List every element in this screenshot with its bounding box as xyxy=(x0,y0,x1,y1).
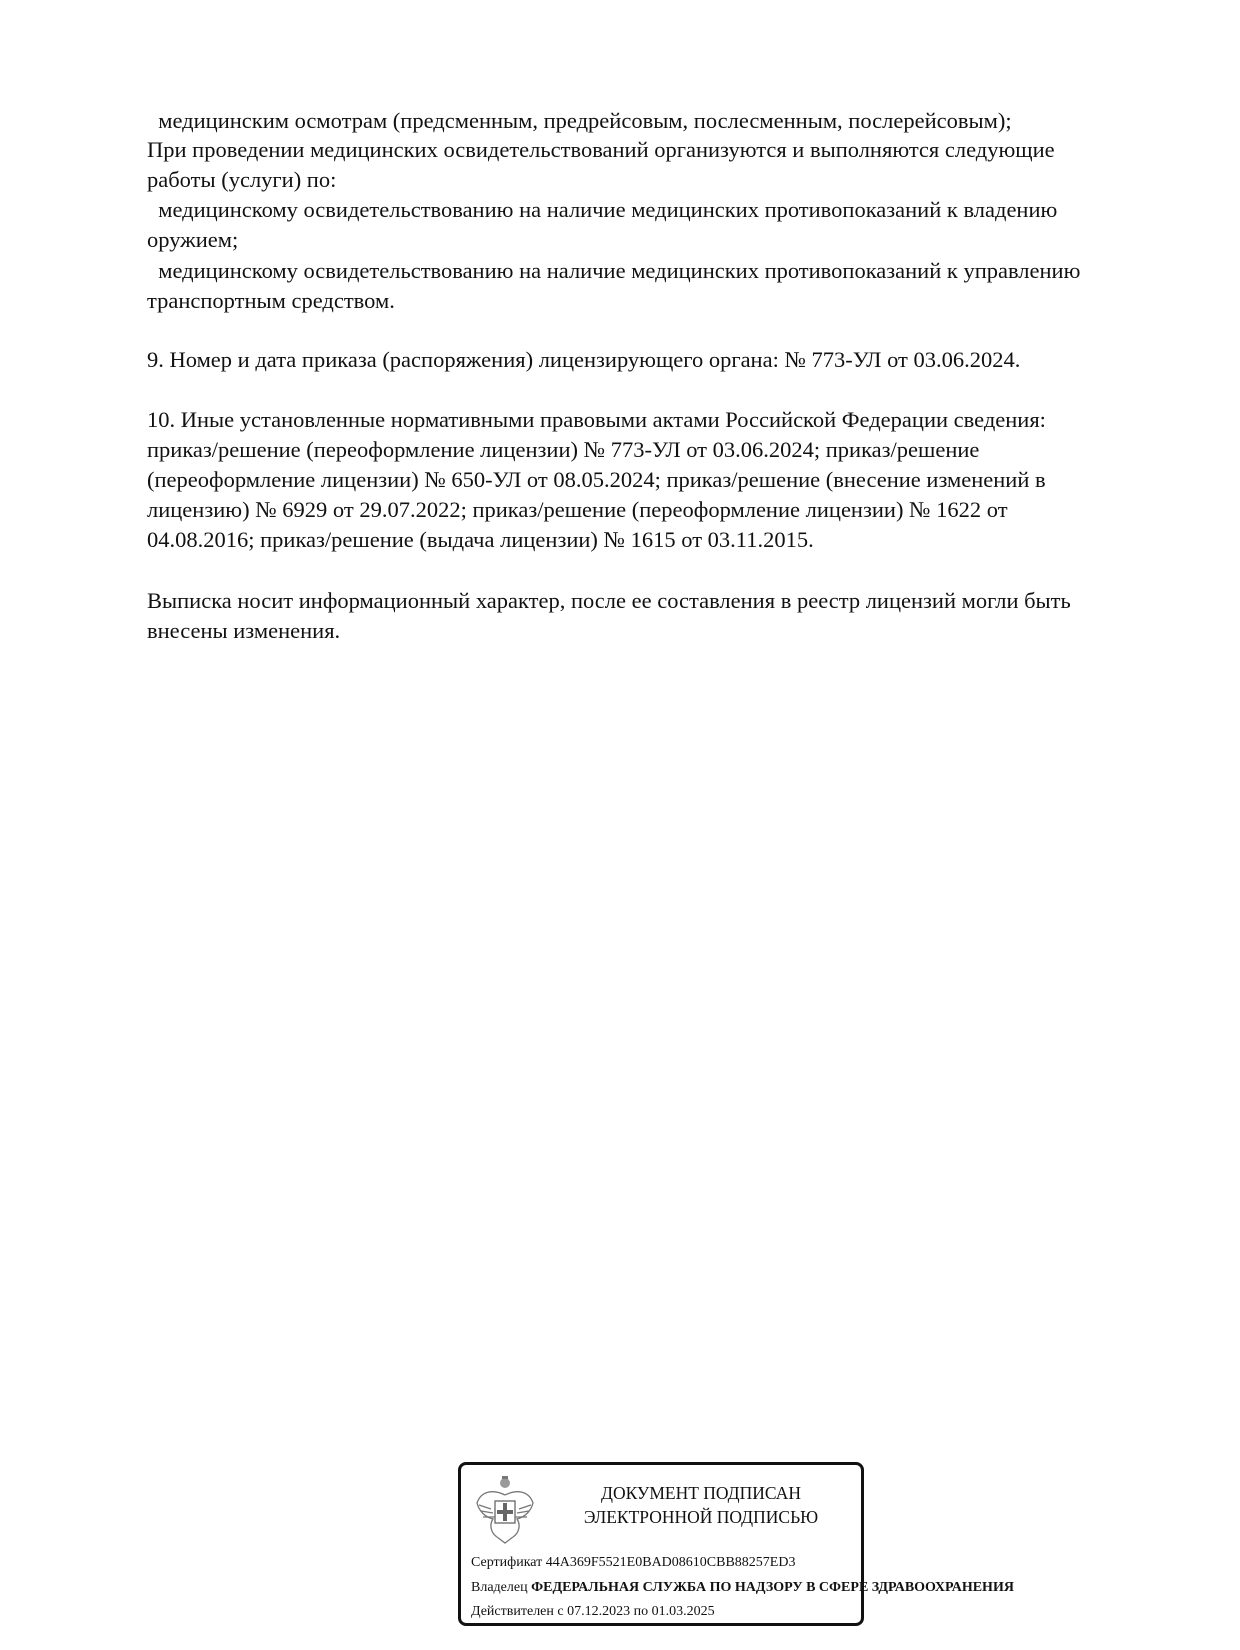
text-line: оружием; xyxy=(147,227,239,252)
validity-line: Действителен с 07.12.2023 по 01.03.2025 xyxy=(471,1604,715,1619)
text-line: медицинским осмотрам (предсменным, предрейсовым, послесменным, послерейсовым); xyxy=(147,108,1012,133)
disclaimer-line: Выписка носит информационный характер, после ее составления в реестр лицензий могли быть xyxy=(147,588,1071,613)
stamp-heading: ЭЛЕКТРОННОЙ ПОДПИСЬЮ xyxy=(583,1507,819,1527)
text-line: медицинскому освидетельствованию на наличие медицинских противопоказаний к владению xyxy=(147,197,1058,222)
section-10-heading: 10. Иные установленные нормативными правовыми актами Российской Федерации сведения: xyxy=(147,407,1046,432)
owner-line xyxy=(471,1578,1014,1598)
coat-of-arms-icon xyxy=(473,1473,537,1545)
certificate-line xyxy=(471,1553,795,1573)
owner-value: ФЕДЕРАЛЬНАЯ СЛУЖБА ПО НАДЗОРУ В СФЕРЕ ЗДРАВООХРАНЕНИЯ xyxy=(531,1580,1014,1595)
owner-label: Владелец xyxy=(471,1580,528,1595)
certificate-label: Сертификат xyxy=(471,1555,543,1570)
disclaimer-line: внесены изменения. xyxy=(147,618,341,643)
certificate-value: 44A369F5521E0BAD08610CBB88257ED3 xyxy=(545,1555,796,1570)
text-line: При проведении медицинских освидетельствований организуются и выполняются следующие xyxy=(147,137,1055,162)
text-line: работы (услуги) по: xyxy=(147,167,337,192)
text-line: лицензию) № 6929 от 29.07.2022; приказ/решение (переоформление лицензии) № 1622 от xyxy=(147,497,1008,522)
text-line: приказ/решение (переоформление лицензии) № 773-УЛ от 03.06.2024; приказ/решение xyxy=(147,437,980,462)
text-line: медицинскому освидетельствованию на наличие медицинских противопоказаний к управлению xyxy=(147,258,1081,283)
text-line: 04.08.2016; приказ/решение (выдача лицензии) № 1615 от 03.11.2015. xyxy=(147,527,814,552)
text-line: (переоформление лицензии) № 650-УЛ от 08.05.2024; приказ/решение (внесение изменений в xyxy=(147,467,1046,492)
text-line: транспортным средством. xyxy=(147,288,395,313)
stamp-heading: ДОКУМЕНТ ПОДПИСАН xyxy=(601,1483,801,1503)
electronic-signature-stamp xyxy=(458,1462,1014,1626)
section-9-order: 9. Номер и дата приказа (распоряжения) лицензирующего органа: № 773-УЛ от 03.06.2024. xyxy=(147,347,1021,372)
